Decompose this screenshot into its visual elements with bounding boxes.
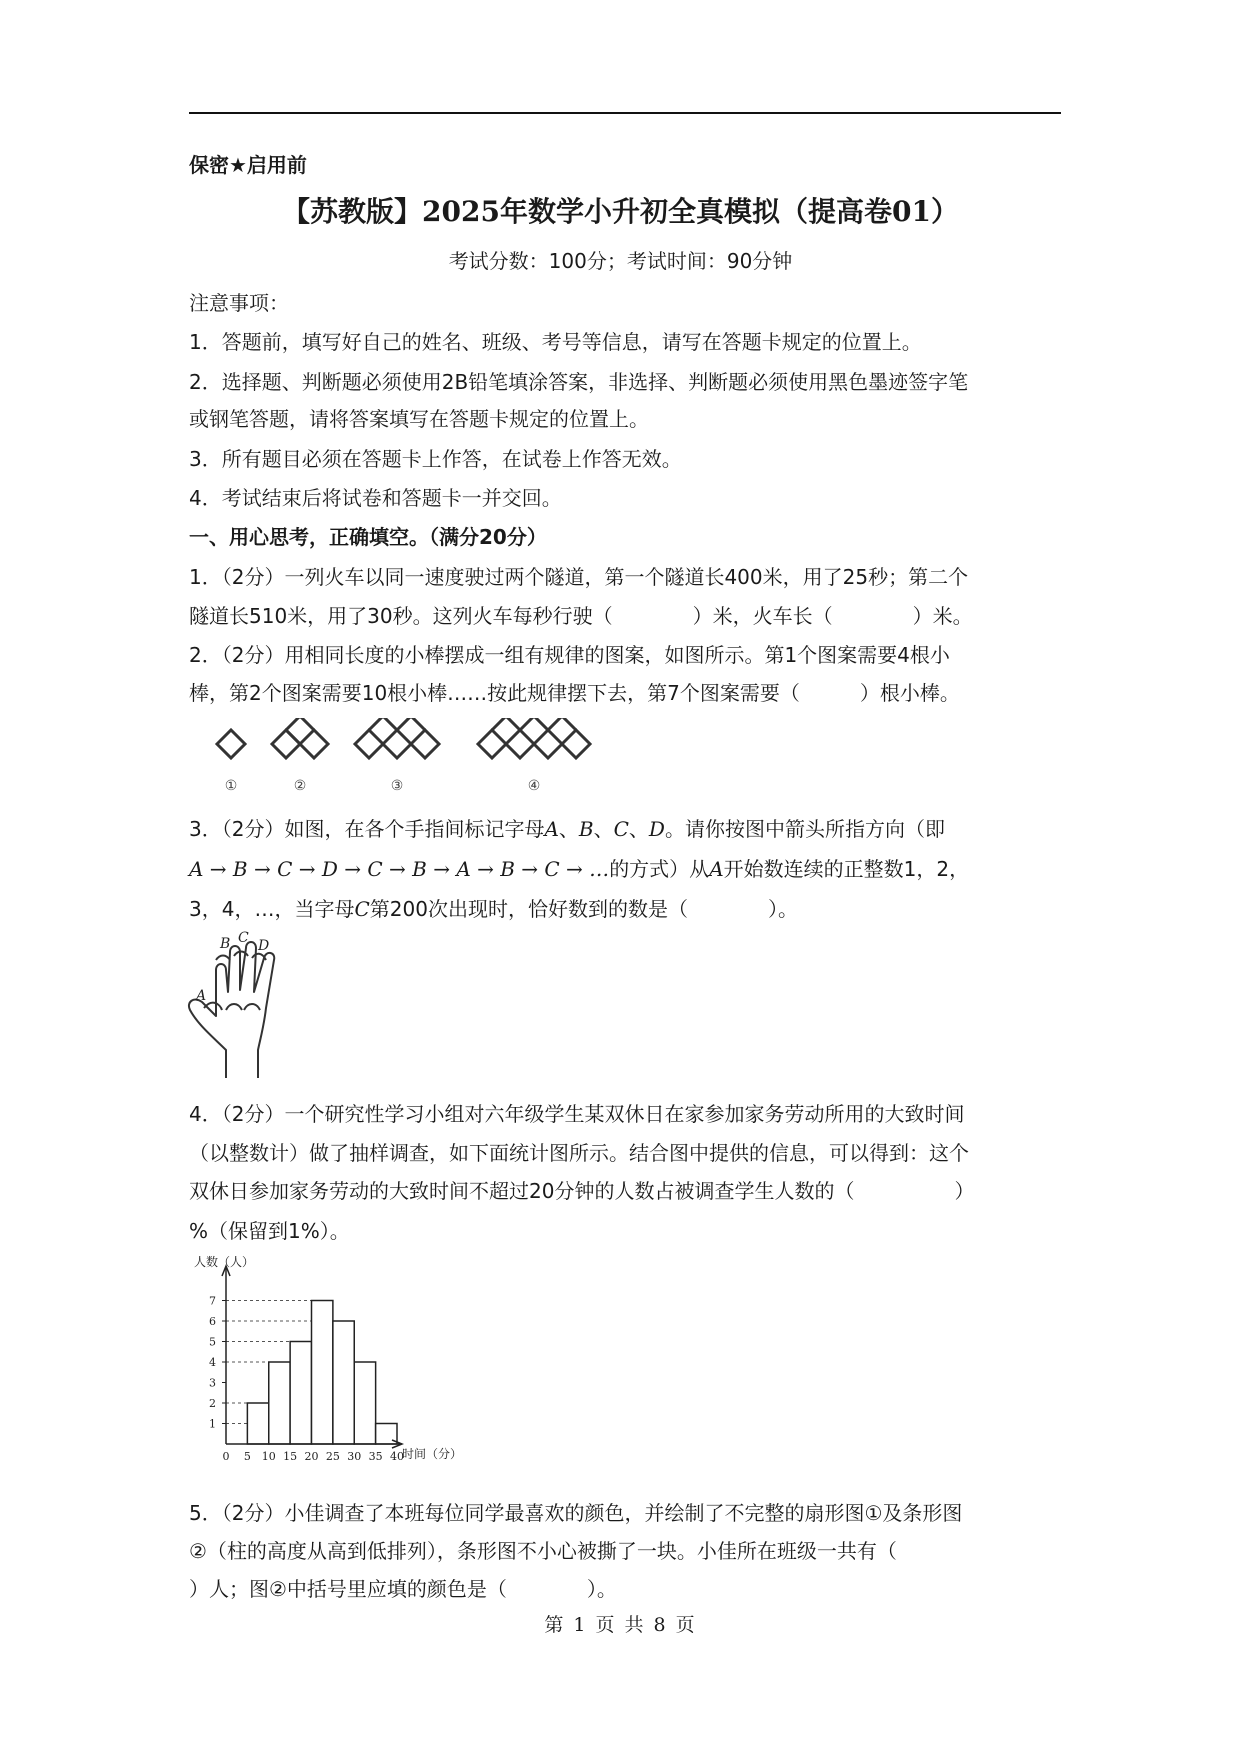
q3-hand-figure — [186, 930, 296, 1080]
q2-stick-pattern-figure — [205, 718, 605, 798]
arrow-c-d — [244, 1004, 260, 1010]
section-1-heading: 一、用心思考，正确填空。（满分20分） — [189, 525, 547, 549]
hand-outline — [189, 942, 274, 1078]
arrow-top-1 — [216, 956, 230, 961]
histogram-bar-0 — [247, 1403, 268, 1444]
q5-line-3: ）人；图②中括号里应填的颜色是（ ）。 — [189, 1577, 617, 1601]
x-tick-label-15: 15 — [283, 1450, 298, 1463]
sep-1: 、 — [558, 817, 579, 841]
letter-sequence: A → B → C → D → C → B → A → B → C → … — [189, 857, 610, 881]
exam-info: 考试分数：100分；考试时间：90分钟 — [448, 249, 793, 273]
y-tick-label-6: 6 — [209, 1315, 216, 1328]
x-axis-label: 时间（分） — [402, 1447, 463, 1461]
histogram-bar-5 — [354, 1362, 375, 1444]
pattern-label-1: ① — [224, 778, 238, 794]
q2-line-2: 棒，第2个图案需要10根小棒……按此规律摆下去，第7个图案需要（ ）根小棒。 — [189, 681, 960, 705]
target-letter: C — [354, 897, 370, 921]
note-2-cont: 或钢笔答题，请将答案填写在答题卡规定的位置上。 — [189, 407, 649, 431]
histogram-bar-3 — [312, 1301, 333, 1445]
x-tick-label-30: 30 — [347, 1450, 362, 1463]
q3-text-d: 开始数连续的正整数1，2， — [723, 857, 970, 881]
q4-line-3: 双休日参加家务劳动的大致时间不超过20分钟的人数占被调查学生人数的（ ） — [189, 1179, 975, 1203]
hand-label-a: A — [196, 988, 207, 1004]
page-title: 【苏教版】2025年数学小升初全真模拟（提高卷01） — [282, 195, 959, 228]
q3-line-3 — [189, 896, 798, 922]
note-3: 3．所有题目必须在答题卡上作答，在试卷上作答无效。 — [189, 447, 682, 471]
start-letter: A — [709, 857, 724, 881]
x-tick-label-10: 10 — [261, 1450, 276, 1463]
pattern-4 — [478, 718, 590, 758]
letter-d: D — [648, 817, 665, 841]
q4-histogram — [186, 1250, 476, 1476]
histogram-bar-2 — [290, 1342, 311, 1445]
top-rule — [189, 112, 1061, 114]
q4-line-2: （以整数计）做了抽样调查，如下面统计图所示。结合图中提供的信息，可以得到：这个 — [189, 1141, 969, 1165]
y-tick-label-4: 4 — [209, 1356, 216, 1369]
y-axis-label: 人数（人） — [194, 1255, 255, 1269]
hand-label-d: D — [258, 938, 270, 954]
q5-line-1: 5．（2分）小佳调查了本班每位同学最喜欢的颜色，并绘制了不完整的扇形图①及条形图 — [189, 1501, 963, 1525]
x-tick-label-20: 20 — [304, 1450, 319, 1463]
q3-text-b: 。请你按图中箭头所指方向（即 — [664, 817, 945, 841]
letter-b: B — [578, 817, 594, 841]
histogram-bar-1 — [269, 1362, 290, 1444]
q3-text-c: 的方式）从 — [609, 857, 710, 881]
pattern-label-2: ② — [293, 778, 307, 794]
sep-3: 、 — [628, 817, 649, 841]
letter-a: A — [544, 817, 559, 841]
y-tick-label-5: 5 — [209, 1335, 216, 1349]
y-tick-label-7: 7 — [209, 1294, 216, 1308]
q4-line-1: 4．（2分）一个研究性学习小组对六年级学生某双休日在家参加家务劳动所用的大致时间 — [189, 1102, 965, 1126]
pattern-1 — [217, 730, 245, 758]
q3-line-2 — [189, 856, 969, 882]
pattern-label-3: ③ — [390, 778, 404, 794]
q1-line-1: 1．（2分）一列火车以同一速度驶过两个隧道，第一个隧道长400米，用了25秒；第二个 — [189, 565, 969, 589]
sep-2: 、 — [593, 817, 614, 841]
arrow-b-c — [226, 1004, 242, 1010]
note-2: 2．选择题、判断题必须使用2B铅笔填涂答案，非选择、判断题必须使用黑色墨迹签字笔 — [189, 370, 969, 394]
q4-line-4: %（保留到1%）。 — [189, 1219, 350, 1243]
q3-text-e: 3，4，…，当字母 — [189, 897, 355, 921]
x-tick-label-35: 35 — [368, 1450, 383, 1463]
q3-text-a: 3．（2分）如图，在各个手指间标记字母 — [189, 817, 545, 841]
page-footer: 第 1 页 共 8 页 — [544, 1614, 697, 1636]
y-tick-label-3: 3 — [209, 1376, 216, 1390]
q3-line-1 — [189, 816, 945, 842]
y-tick-label-1: 1 — [209, 1417, 216, 1431]
notes-heading: 注意事项： — [189, 291, 289, 315]
y-tick-label-2: 2 — [209, 1397, 216, 1410]
x-tick-label-25: 25 — [325, 1450, 340, 1463]
confidential-label: 保密★启用前 — [189, 153, 307, 177]
x-tick-label-40: 40 — [390, 1450, 404, 1463]
hand-label-b: B — [220, 936, 231, 952]
pattern-3 — [355, 718, 439, 758]
histogram-bar-4 — [333, 1321, 354, 1444]
x-tick-label-5: 5 — [243, 1450, 251, 1463]
x-tick-label-0: 0 — [222, 1450, 230, 1463]
pattern-label-4: ④ — [527, 778, 541, 794]
q2-line-1: 2．（2分）用相同长度的小棒摆成一组有规律的图案，如图所示。第1个图案需要4根小 — [189, 643, 950, 667]
note-1: 1．答题前，填写好自己的姓名、班级、考号等信息，请写在答题卡规定的位置上。 — [189, 330, 922, 354]
arrow-a-b — [204, 1003, 222, 1010]
letter-c: C — [613, 817, 629, 841]
note-4: 4．考试结束后将试卷和答题卡一并交回。 — [189, 486, 562, 510]
hand-label-c: C — [238, 930, 249, 946]
pattern-2 — [272, 718, 328, 758]
q5-line-2: ②（柱的高度从高到低排列），条形图不小心被撕了一块。小佳所在班级一共有（ — [189, 1539, 897, 1563]
q1-line-2: 隧道长510米，用了30秒。这列火车每秒行驶（ ）米，火车长（ ）米。 — [189, 604, 973, 628]
q3-text-f: 第200次出现时，恰好数到的数是（ ）。 — [369, 897, 798, 921]
